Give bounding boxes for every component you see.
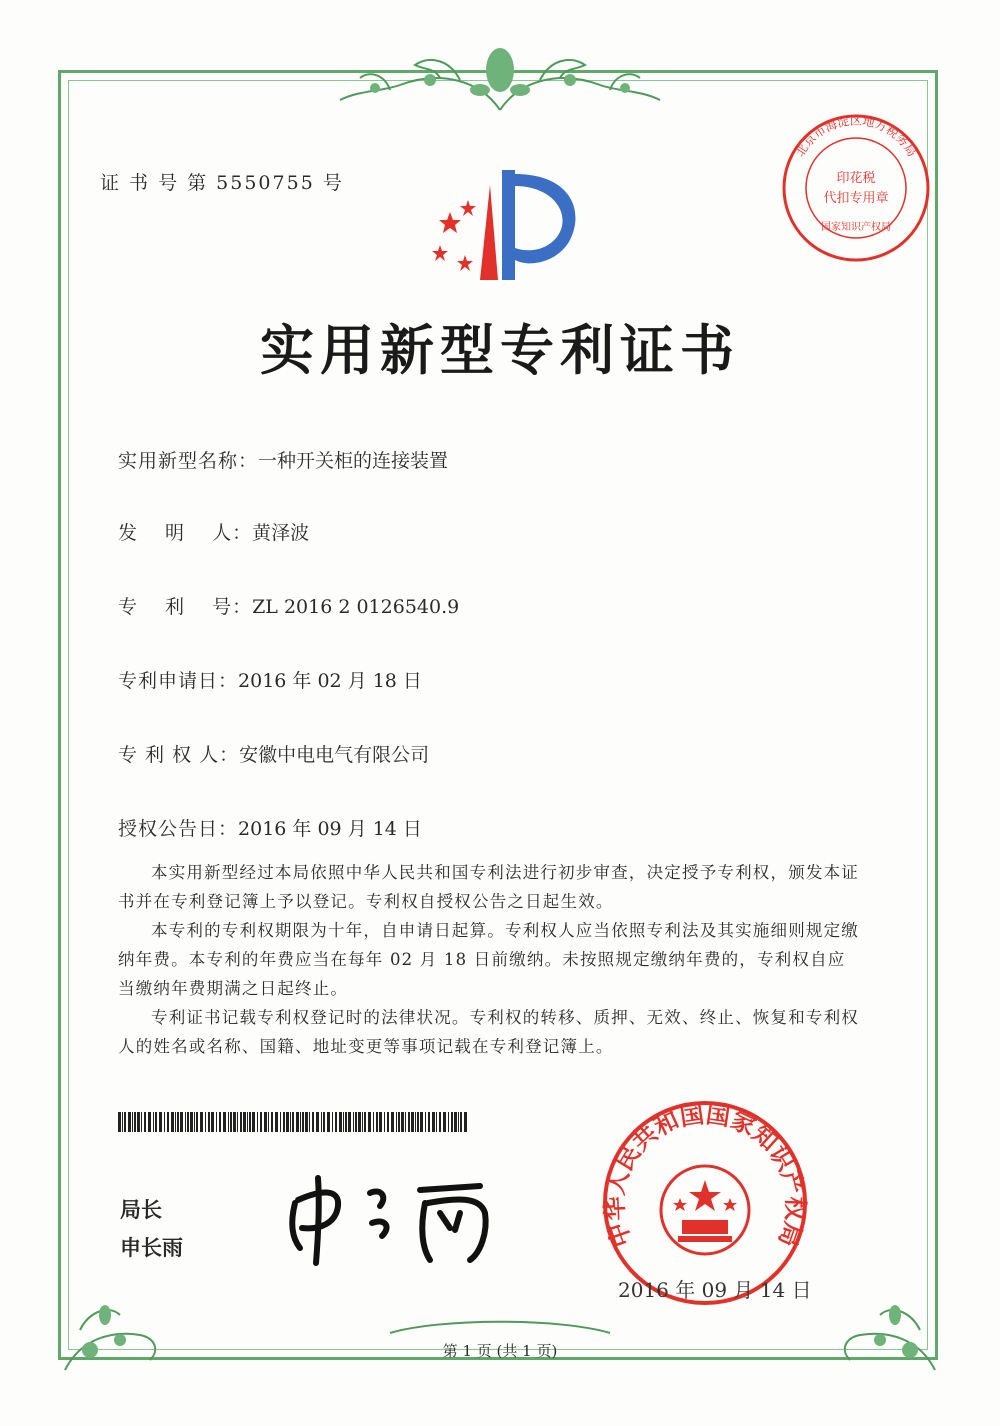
barcode-bar: [164, 1112, 165, 1132]
field-patentee: [118, 740, 429, 767]
bottom-right-ornament: [830, 1270, 940, 1380]
barcode-bar: [417, 1112, 419, 1132]
barcode-bar: [228, 1112, 229, 1132]
barcode-bar: [323, 1112, 325, 1132]
barcode-bar: [194, 1112, 195, 1132]
barcode-bar: [153, 1112, 154, 1132]
barcode-bar: [387, 1112, 389, 1132]
barcode-bar: [286, 1112, 289, 1132]
barcode-bar: [398, 1112, 400, 1132]
barcode-bar: [233, 1112, 236, 1132]
barcode-bar: [211, 1112, 214, 1132]
barcode-bar: [196, 1112, 198, 1132]
barcode-bar: [415, 1112, 416, 1132]
barcode-bar: [436, 1112, 437, 1132]
barcode-bar: [141, 1112, 142, 1132]
field-label: 专 利 权 人：: [118, 744, 240, 766]
barcode-bar: [321, 1112, 322, 1132]
barcode-bar: [345, 1112, 347, 1132]
barcode-bar: [396, 1112, 397, 1132]
barcode-bar: [368, 1112, 371, 1132]
barcode-bar: [124, 1112, 126, 1132]
tax-seal-bottom-text: 国家知识产权局: [821, 222, 891, 233]
director-signature: [280, 1168, 510, 1268]
certificate-number: 证 书 号 第 5550755 号: [100, 172, 344, 194]
barcode-bar: [405, 1112, 406, 1132]
barcode-bar: [223, 1112, 226, 1132]
certificate-title: 实用新型专利证书: [260, 318, 740, 382]
barcode-bar: [316, 1112, 319, 1132]
national-emblem-icon: [661, 1166, 749, 1254]
barcode-bar: [355, 1112, 357, 1132]
barcode-bar: [300, 1112, 301, 1132]
barcode-bar: [290, 1112, 291, 1132]
barcode-bar: [332, 1112, 333, 1132]
field-model-name: [118, 446, 448, 473]
barcode-bar: [454, 1112, 457, 1132]
barcode-bar: [257, 1112, 258, 1132]
certificate-body: [118, 858, 863, 1061]
barcode-bar: [312, 1112, 314, 1132]
barcode-bar: [391, 1112, 394, 1132]
body-paragraph-3: 专利证书记载专利权登记时的法律状况。专利权的转移、质押、无效、终止、恢复和专利权人的姓名或名称、国籍、地址变更等事项记载在专利登记簿上。: [118, 1008, 859, 1056]
barcode-bar: [448, 1112, 449, 1132]
barcode-bar: [271, 1112, 273, 1132]
barcode: [118, 1112, 468, 1132]
barcode-bar: [208, 1112, 210, 1132]
field-label: 专利申请日：: [118, 670, 239, 692]
field-value: 一种开关柜的连接装置: [258, 450, 449, 472]
tax-stamp-seal: [778, 110, 934, 266]
barcode-bar: [296, 1112, 299, 1132]
barcode-bar: [432, 1112, 435, 1132]
barcode-bar: [411, 1112, 414, 1132]
barcode-bar: [219, 1112, 221, 1132]
barcode-bar: [439, 1112, 441, 1132]
barcode-bar: [379, 1112, 382, 1132]
field-value: 安徽中电电气有限公司: [239, 744, 430, 766]
field-label: 实用新型名称：: [118, 450, 259, 472]
barcode-bar: [425, 1112, 426, 1132]
field-value: 黄泽波: [252, 522, 310, 544]
barcode-bar: [175, 1112, 176, 1132]
page-number: 第 1 页 (共 1 页): [442, 1342, 558, 1360]
field-inventor: [118, 518, 309, 545]
svg-text:北京市海淀区地方税务局: [793, 113, 919, 159]
barcode-bar: [362, 1112, 363, 1132]
barcode-bar: [458, 1112, 459, 1132]
barcode-bar: [376, 1112, 378, 1132]
field-label: 授权公告日：: [118, 818, 239, 840]
barcode-bar: [420, 1112, 423, 1132]
barcode-bar: [240, 1112, 242, 1132]
top-ornament: [330, 40, 670, 120]
barcode-bar: [358, 1112, 361, 1132]
barcode-bar: [247, 1112, 248, 1132]
barcode-bar: [190, 1112, 193, 1132]
barcode-bar: [216, 1112, 217, 1132]
barcode-bar: [339, 1112, 342, 1132]
barcode-bar: [268, 1112, 269, 1132]
patent-office-logo-icon: [420, 160, 590, 290]
body-paragraph-1: 本实用新型经过本局依照中华人民共和国专利法进行初步审查，决定授予专利权，颁发本证书并在专利登记簿上予以登记。专利权自授权公告之日起生效。: [118, 863, 859, 911]
field-value: ZL 2016 2 0126540.9: [252, 596, 460, 618]
barcode-bar: [280, 1112, 281, 1132]
field-label: 发 明 人：: [118, 522, 253, 544]
field-value: 2016 年 09 月 14 日: [238, 818, 422, 840]
body-paragraph-2: 本专利的专利权期限为十年，自申请日起算。专利权人应当依照专利法及其实施细则规定缴纳年费。本专利的年费应当在每年 02 月 18 日前缴纳。未按照规定缴纳年费的，专利权自应当缴纳年费期满之日起终止。: [118, 921, 859, 998]
barcode-bar: [401, 1112, 404, 1132]
barcode-bar: [148, 1112, 151, 1132]
barcode-bar: [264, 1112, 267, 1132]
barcode-bar: [185, 1112, 186, 1132]
barcode-bar: [144, 1112, 146, 1132]
barcode-bar: [132, 1112, 133, 1132]
barcode-bar: [292, 1112, 294, 1132]
barcode-bar: [252, 1112, 255, 1132]
barcode-bar: [122, 1112, 123, 1132]
field-patent-number: [118, 592, 459, 619]
barcode-bar: [305, 1112, 308, 1132]
barcode-bar: [353, 1112, 354, 1132]
barcode-bar: [451, 1112, 453, 1132]
barcode-bar: [249, 1112, 251, 1132]
barcode-bar: [237, 1112, 238, 1132]
barcode-bar: [167, 1112, 169, 1132]
barcode-bar: [275, 1112, 278, 1132]
barcode-bar: [159, 1112, 162, 1132]
director-title: 局长: [120, 1198, 162, 1222]
field-label: 专 利 号：: [118, 596, 253, 618]
barcode-bar: [302, 1112, 304, 1132]
barcode-bar: [187, 1112, 189, 1132]
barcode-bar: [243, 1112, 246, 1132]
seal-text: 中华人民共和国国家知识产权局: [600, 1100, 810, 1251]
barcode-bar: [177, 1112, 179, 1132]
barcode-bar: [428, 1112, 430, 1132]
barcode-bar: [134, 1112, 136, 1132]
barcode-bar: [128, 1112, 131, 1132]
barcode-bar: [171, 1112, 174, 1132]
barcode-bar: [408, 1112, 410, 1132]
field-value: 2016 年 02 月 18 日: [238, 670, 422, 692]
bottom-left-ornament: [60, 1270, 170, 1380]
tax-seal-line1: 印花税: [836, 171, 876, 186]
barcode-bar: [364, 1112, 366, 1132]
tax-seal-line2: 代扣专用章: [823, 191, 889, 206]
barcode-bar: [283, 1112, 285, 1132]
field-grant-date: [118, 814, 422, 841]
barcode-bar: [155, 1112, 157, 1132]
barcode-bar: [443, 1112, 446, 1132]
barcode-bar: [343, 1112, 344, 1132]
barcode-bar: [348, 1112, 351, 1132]
director-name: 申长雨: [120, 1236, 183, 1260]
field-application-date: [118, 666, 422, 693]
seal-date: 2016 年 09 月 14 日: [618, 1278, 812, 1302]
barcode-bar: [180, 1112, 183, 1132]
barcode-bar: [464, 1112, 467, 1132]
tax-seal-outer-text: 北京市海淀区地方税务局: [792, 113, 920, 160]
barcode-bar: [260, 1112, 262, 1132]
barcode-bar: [460, 1112, 462, 1132]
barcode-bar: [335, 1112, 337, 1132]
barcode-bar: [205, 1112, 206, 1132]
barcode-bar: [137, 1112, 140, 1132]
barcode-bar: [373, 1112, 374, 1132]
barcode-bar: [118, 1112, 121, 1132]
barcode-bar: [327, 1112, 330, 1132]
barcode-bar: [200, 1112, 203, 1132]
barcode-bar: [384, 1112, 385, 1132]
barcode-bar: [309, 1112, 310, 1132]
barcode-bar: [230, 1112, 232, 1132]
